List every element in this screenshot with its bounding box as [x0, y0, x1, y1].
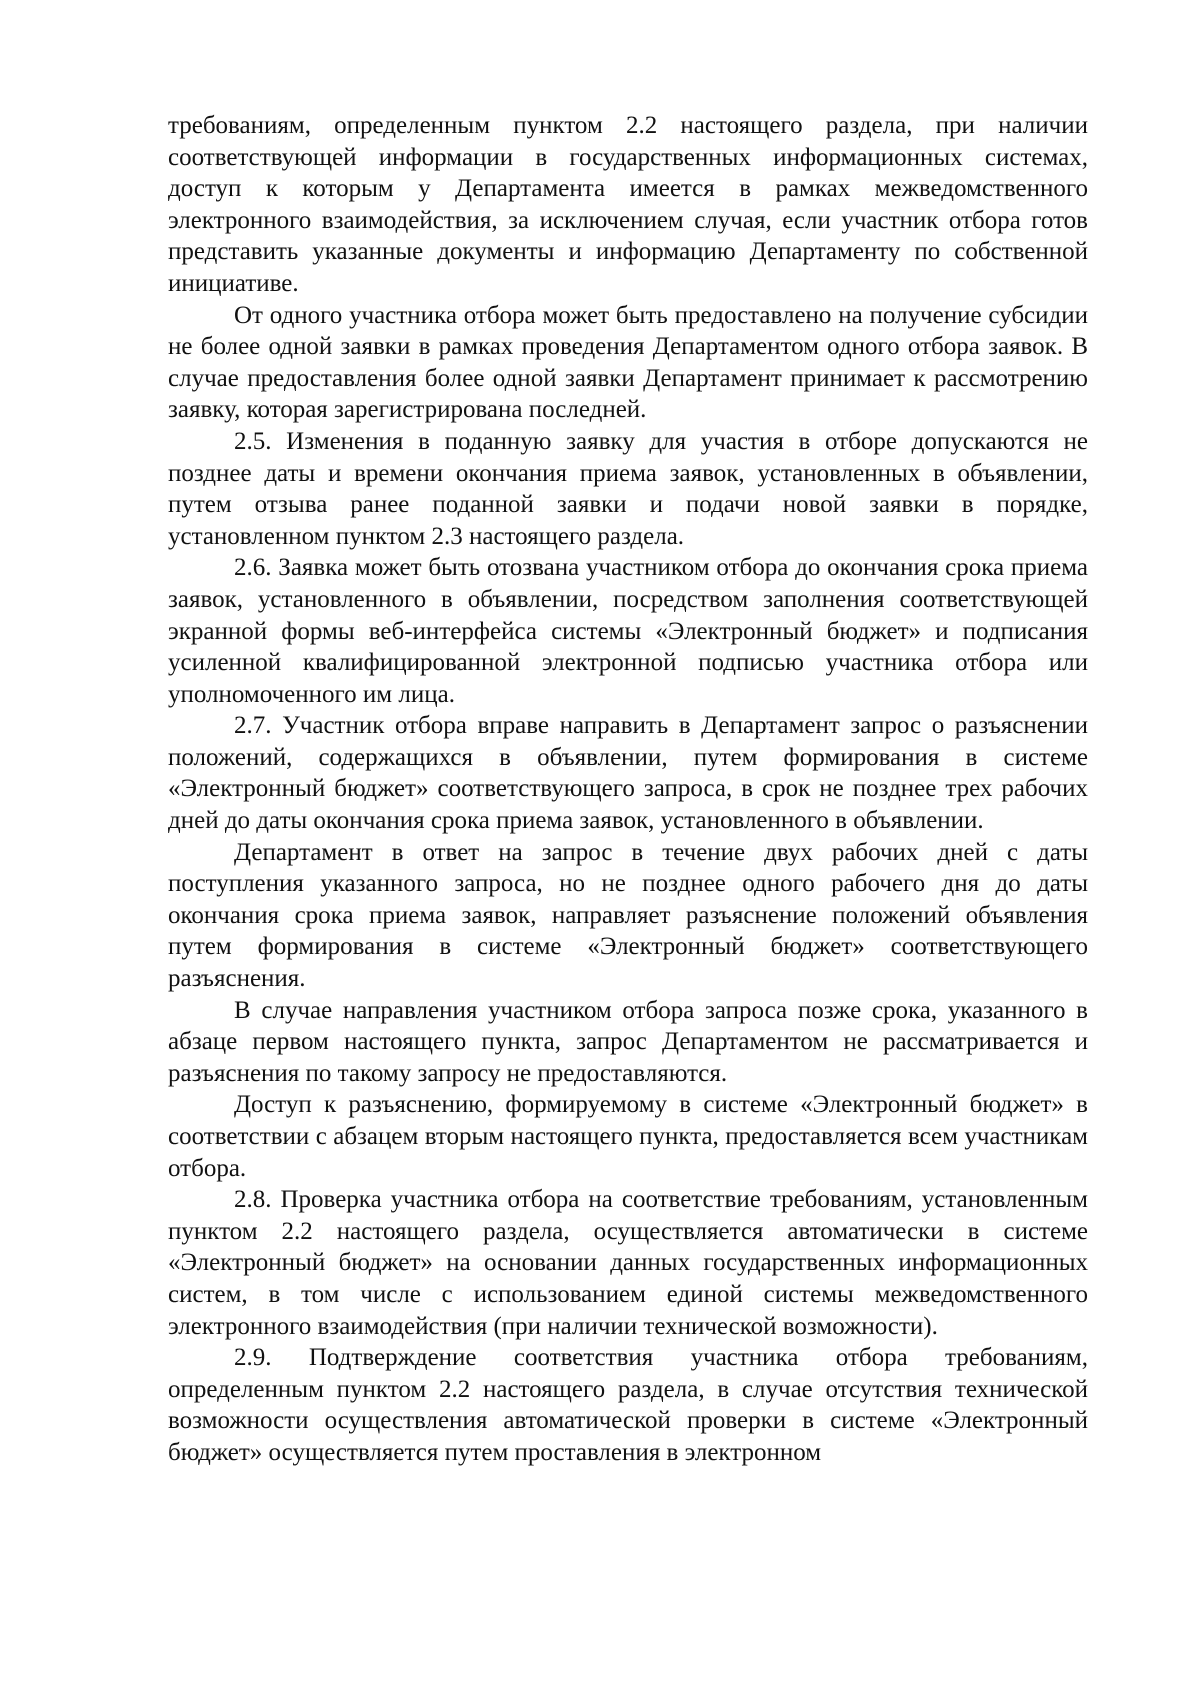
paragraph-2-6: 2.6. Заявка может быть отозвана участником отбора до окончания срока приема заявок, установленного в объявлении, посредством заполнения соответствующей экранной формы веб-интерфейса системы «Электронный бюджет» и подписания усиленной квалифицированной электронной подписью участника отбора или уполномоченного им лица. [168, 554, 1088, 708]
paragraph-2-7: 2.7. Участник отбора вправе направить в Департамент запрос о разъяснении положений, содержащихся в объявлении, путем формирования в системе «Электронный бюджет» соответствующего запроса, в срок не позднее трех рабочих дней до даты окончания срока приема заявок, установленного в объявлении. [168, 712, 1088, 835]
paragraph-late-request: В случае направления участником отбора запроса позже срока, указанного в абзаце первом настоящего пункта, запрос Департаментом не рассматривается и разъяснения по такому запросу не предоставляются. [168, 996, 1088, 1087]
paragraph-access-clarification: Доступ к разъяснению, формируемому в системе «Электронный бюджет» в соответствии с абзацем вторым настоящего пункта, предоставляется всем участникам отбора. [168, 1091, 1088, 1182]
paragraph-single-application: От одного участника отбора может быть предоставлено на получение субсидии не более одной заявки в рамках проведения Департаментом одного отбора заявок. В случае предоставления более одной заявки Департамент принимает к рассмотрению заявку, которая зарегистрирована последней. [168, 301, 1088, 424]
paragraph-2-8: 2.8. Проверка участника отбора на соответствие требованиям, установленным пунктом 2.2 настоящего раздела, осуществляется автоматически в системе «Электронный бюджет» на основании данных государственных информационных систем, в том числе с использованием единой системы межведомственного электронного взаимодействия (при наличии технической возможности). [168, 1186, 1088, 1340]
document-body [168, 110, 1088, 1469]
paragraph-continuation: требованиям, определенным пунктом 2.2 настоящего раздела, при наличии соответствующей информации в государственных информационных системах, доступ к которым у Департамента имеется в рамках межведомственного электронного взаимодействия, за исключением случая, если участник отбора готов представить указанные документы и информацию Департаменту по собственной инициативе. [168, 112, 1088, 297]
paragraph-2-5: 2.5. Изменения в поданную заявку для участия в отборе допускаются не позднее даты и времени окончания приема заявок, установленных в объявлении, путем отзыва ранее поданной заявки и подачи новой заявки в порядке, установленном пунктом 2.3 настоящего раздела. [168, 427, 1088, 550]
paragraph-2-9: 2.9. Подтверждение соответствия участника отбора требованиям, определенным пунктом 2.2 настоящего раздела, в случае отсутствия технической возможности осуществления автоматической проверки в системе «Электронный бюджет» осуществляется путем проставления в электронном [168, 1344, 1088, 1466]
paragraph-department-response: Департамент в ответ на запрос в течение двух рабочих дней с даты поступления указанного запроса, но не позднее одного рабочего дня до даты окончания срока приема заявок, направляет разъяснение положений объявления путем формирования в системе «Электронный бюджет» соответствующего разъяснения. [168, 838, 1088, 993]
